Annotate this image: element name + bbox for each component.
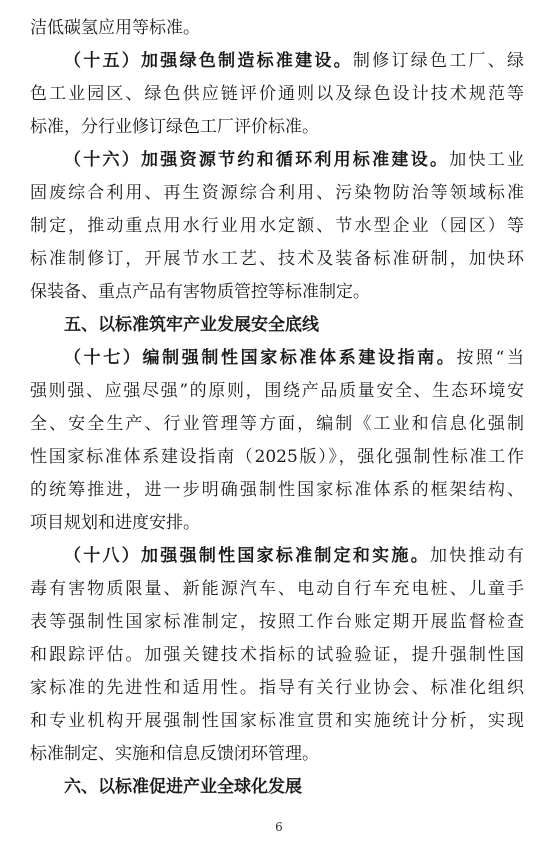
text-line: 强则强、应强尽强”的原则，围绕产品质量安全、生态环境安 — [30, 381, 524, 401]
text-line: 表等强制性国家标准制定，按照工作台账定期开展监督检查 — [30, 612, 524, 632]
section-heading-15: （十五）加强绿色制造标准建设。 — [64, 51, 353, 71]
document-body — [30, 12, 524, 804]
text-line: 和专业机构开展强制性国家标准宣贯和实施统计分析，实现 — [30, 711, 524, 731]
paragraph-15-first-line — [30, 45, 524, 78]
section-heading-17: （十七）编制强制性国家标准体系建设指南。 — [64, 348, 457, 368]
text-line: 毒有害物质限量、新能源汽车、电动自行车充电桩、儿童手 — [30, 579, 524, 599]
text-line: 按照“当 — [456, 348, 524, 368]
text-line: 全、安全生产、行业管理等方面，编制《工业和信息化强制 — [30, 414, 524, 434]
text-line: 洁低碳氢应用等标准。 — [30, 18, 200, 38]
text-line: 家标准的先进性和适用性。指导有关行业协会、标准化组织 — [30, 678, 524, 698]
text-line: 标准，分行业修订绿色工厂评价标准。 — [30, 117, 319, 137]
paragraph-17-first-line — [30, 342, 524, 375]
section-heading-18: （十八）加强强制性国家标准制定和实施。 — [64, 546, 430, 566]
section-heading-16: （十六）加强资源节约和循环利用标准建设。 — [64, 150, 450, 170]
paragraph-18-first-line — [30, 540, 524, 573]
text-line: 色工业园区、绿色供应链评价通则以及绿色设计技术规范等 — [30, 84, 524, 104]
text-line: 制修订绿色工厂、绿 — [352, 51, 525, 71]
text-line: 保装备、重点产品有害物质管控等标准制定。 — [30, 282, 370, 302]
text-line: 项目规划和进度安排。 — [30, 513, 200, 533]
chapter-heading-5: 五、以标准筑牢产业发展安全底线 — [64, 315, 319, 335]
paragraph-16-first-line — [30, 144, 524, 177]
text-line: 标准制定、实施和信息反馈闭环管理。 — [30, 744, 319, 764]
text-line: 和跟踪评估。加强关键技术指标的试验验证，提升强制性国 — [30, 645, 524, 665]
text-line: 标准制修订，开展节水工艺、技术及装备标准研制，加快环 — [30, 249, 524, 269]
text-line: 性国家标准体系建设指南（2025版）》，强化强制性标准工作 — [30, 447, 524, 467]
text-line: 加快工业 — [449, 150, 525, 170]
chapter-heading-6: 六、以标准促进产业全球化发展 — [64, 777, 302, 797]
text-line: 制定，推动重点用水行业用水定额、节水型企业（园区）等 — [30, 216, 524, 236]
text-line: 的统筹推进，进一步明确强制性国家标准体系的框架结构、 — [30, 480, 524, 500]
text-line: 固废综合利用、再生资源综合利用、污染物防治等领域标准 — [30, 183, 524, 203]
page-number: 6 — [275, 820, 283, 834]
text-line: 加快推动有 — [429, 546, 525, 566]
